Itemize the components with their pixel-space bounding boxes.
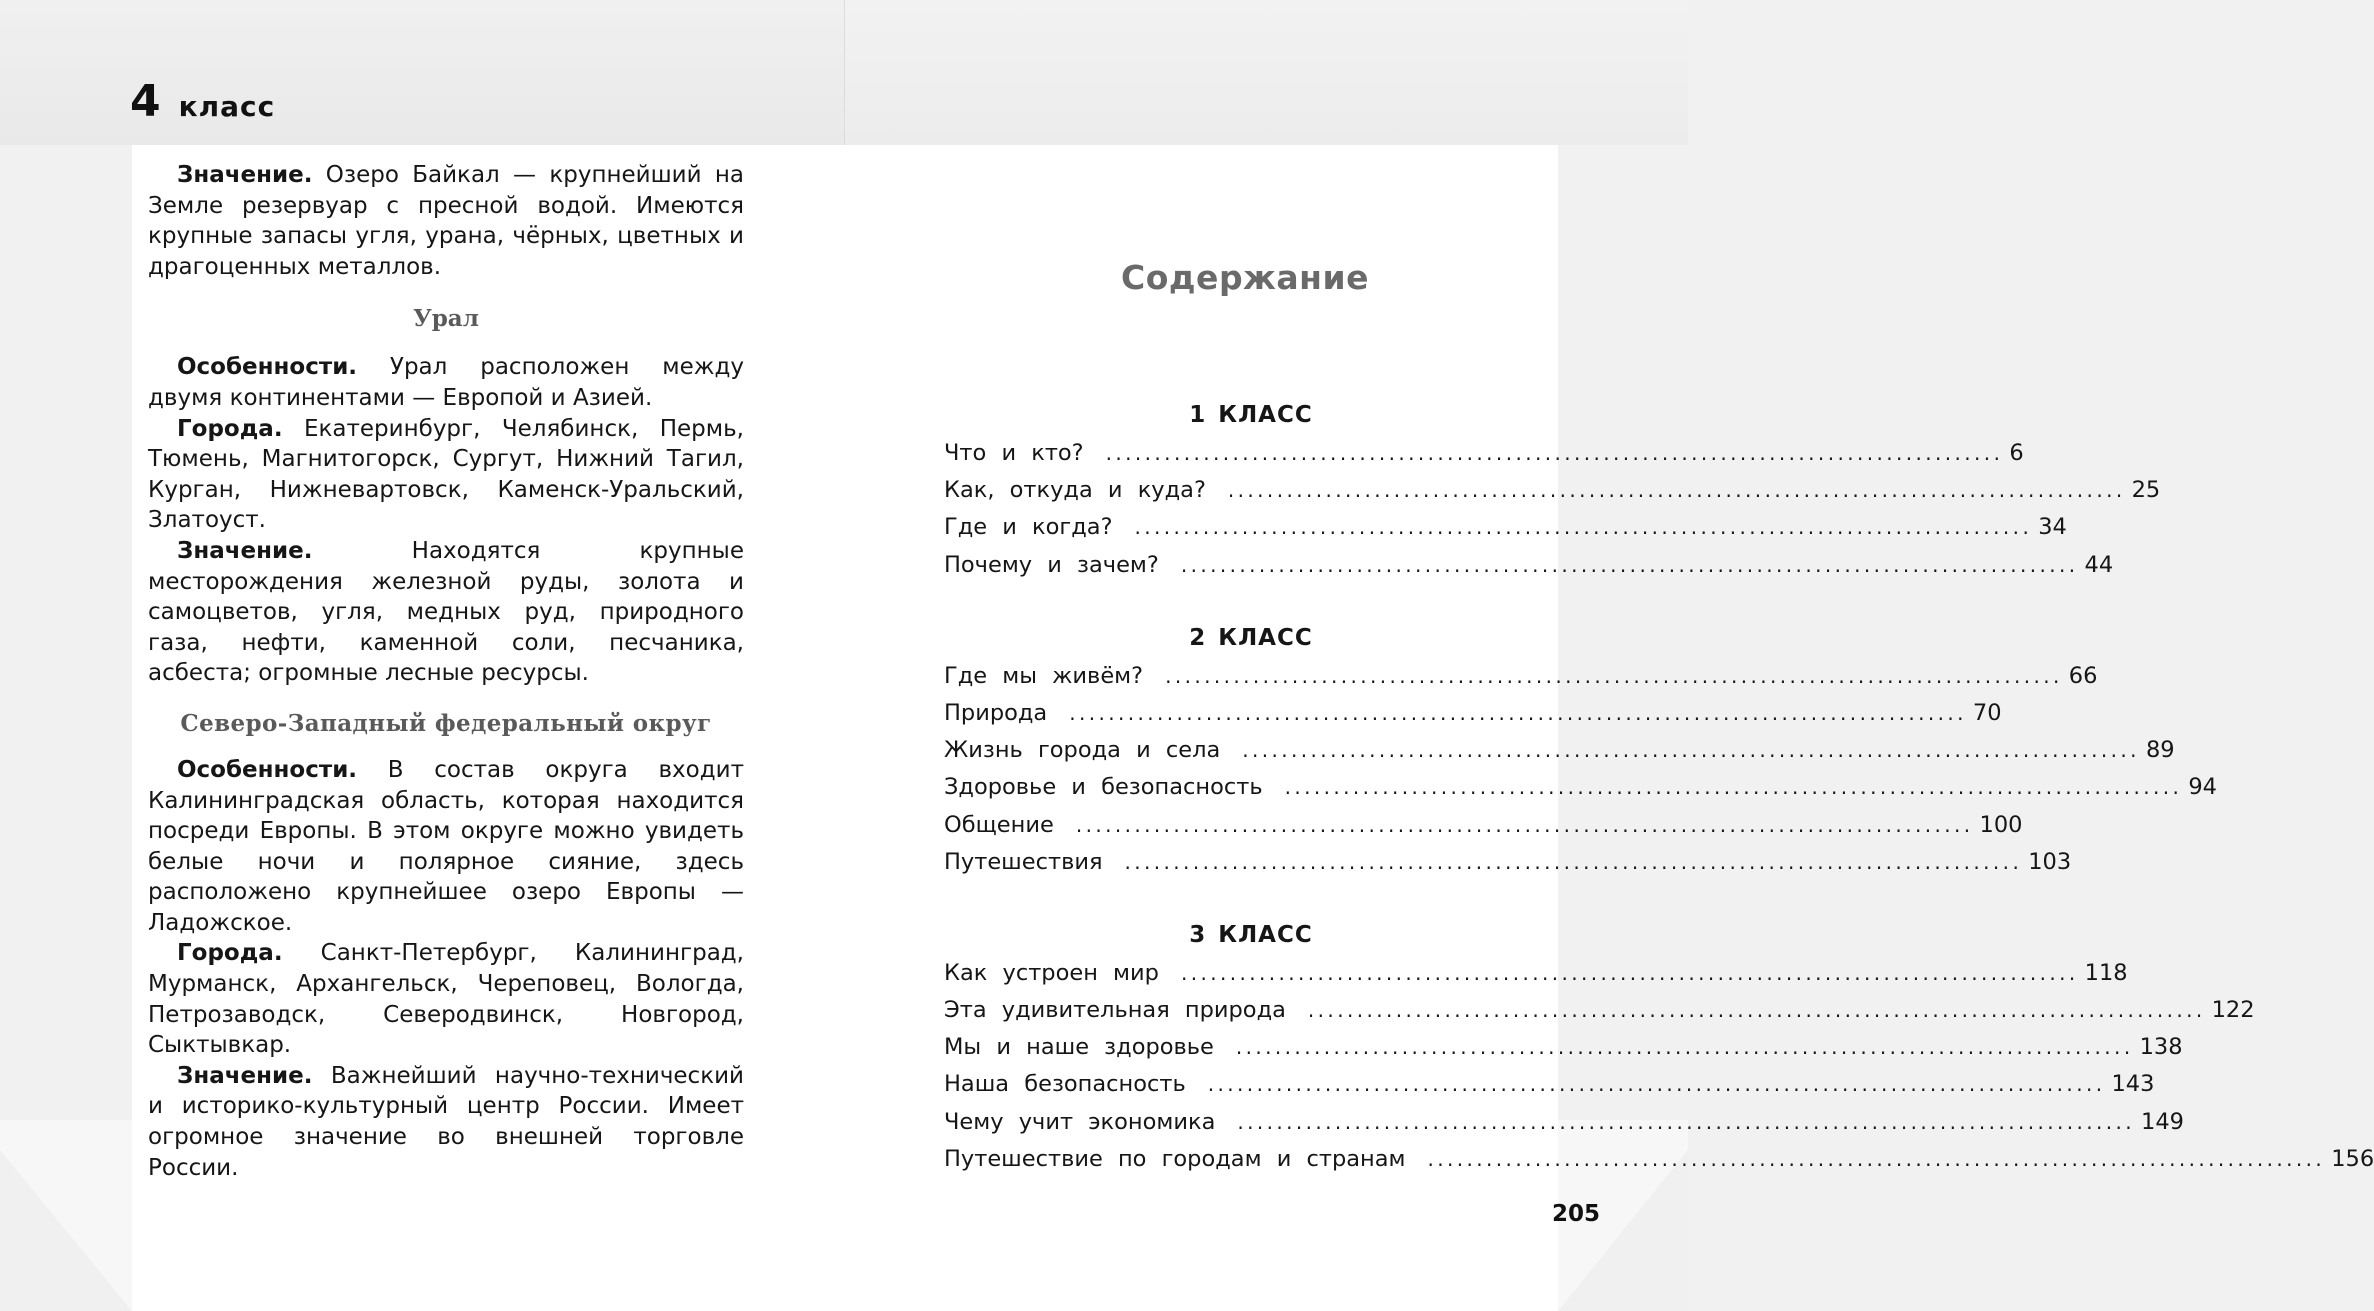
paragraph-text: Урал расположен между двумя континентами — Европой и Азией. — [148, 354, 744, 411]
dot-leader: ............................................................................................ — [1069, 700, 1967, 725]
toc-entry[interactable] — [944, 1141, 2374, 1178]
dot-leader: ............................................................................................ — [1237, 1109, 2136, 1134]
paragraph-label: Значение. — [177, 162, 313, 188]
paragraph-label: Особенности. — [177, 756, 358, 783]
paragraph-label: Особенности. — [177, 354, 358, 381]
toc-entry[interactable] — [944, 472, 2161, 509]
page-spine — [844, 0, 845, 145]
toc-entry-page: 103 — [2028, 848, 2072, 875]
toc-entry-title: Как, откуда и куда? — [944, 477, 1206, 504]
paragraph-intro — [148, 160, 744, 282]
dot-leader: ............................................................................................ — [1227, 478, 2126, 503]
section-gap — [944, 584, 1538, 618]
toc-entry-title: Путешествие по городам и странам — [944, 1145, 1406, 1172]
paragraph-text: Екатеринбург, Челябинск, Пермь, Тюмень, Магнитогорск, Сургут, Нижний Тагил, Курган, Нижневартовск, Каменск-Уральский, Златоуст. — [148, 415, 744, 534]
toc-entry[interactable] — [944, 1066, 2155, 1103]
dot-leader: ............................................................................................ — [1235, 1035, 2134, 1060]
paragraph-label: Значение. — [177, 1062, 313, 1089]
toc-entry-page: 138 — [2139, 1034, 2183, 1061]
toc-entry-page: 6 — [2009, 440, 2024, 466]
toc-entry-page: 143 — [2111, 1071, 2155, 1098]
toc-entry-page: 44 — [2084, 551, 2114, 578]
paragraph-ural-cities — [148, 414, 744, 536]
toc-section-heading — [944, 915, 1538, 955]
header-grade-word: класс — [178, 90, 276, 123]
toc-entry-title: Путешествия — [944, 848, 1103, 875]
toc-section-word: КЛАСС — [1218, 402, 1313, 428]
toc-entry[interactable] — [944, 547, 2114, 584]
toc-title: Содержание — [1121, 258, 1369, 297]
top-left-background — [0, 0, 845, 145]
toc-entry-title: Наша безопасность — [944, 1071, 1186, 1098]
top-right-background — [845, 0, 1688, 145]
toc-entry[interactable] — [944, 844, 2072, 881]
toc-section-number: 2 — [1189, 624, 1207, 651]
toc-entry-page: 94 — [2188, 774, 2217, 801]
toc-entry[interactable] — [944, 955, 2128, 992]
dot-leader: ............................................................................................ — [1307, 998, 2206, 1023]
paragraph-label: Города. — [177, 940, 283, 967]
paragraph-label: Значение. — [177, 537, 313, 564]
paragraph-text: Озеро Байкал — крупнейший на Земле резервуар с пресной водой. Имеются крупные запасы угля, урана, чёрных, цветных и драгоценных металлов. — [148, 162, 744, 280]
section-heading-northwest: Северо-Западный федеральный округ — [180, 709, 712, 737]
toc-entry-title: Общение — [944, 811, 1054, 838]
toc-entry-page: 70 — [1972, 699, 2002, 726]
header-grade-number: 4 — [130, 76, 161, 127]
toc-entry-title: Где мы живём? — [944, 662, 1144, 689]
toc-entry[interactable] — [944, 658, 2098, 695]
toc-section-heading — [944, 618, 1538, 658]
left-page-corner — [0, 1150, 132, 1311]
toc-section-heading — [944, 395, 1538, 435]
dot-leader: ............................................................................................ — [1207, 1072, 2106, 1097]
dot-leader: ............................................................................................ — [1180, 552, 2079, 577]
toc-entry-page: 122 — [2211, 997, 2255, 1024]
toc-entry[interactable] — [944, 1104, 2184, 1141]
paragraph-text: В состав округа входит Калининградская область, которая находится посреди Европы. В этом округе можно увидеть белые ночи и полярное сияние, здесь расположено крупнейшее озеро Европы — Ладожское. — [148, 756, 744, 936]
dot-leader: ............................................................................................ — [1284, 775, 2183, 800]
paragraph-northwest-significance — [148, 1061, 744, 1183]
toc-entry-title: Где и когда? — [944, 514, 1113, 541]
section-gap — [944, 881, 1538, 915]
paragraph-label: Города. — [177, 415, 283, 442]
toc-entry-title: Что и кто? — [944, 440, 1084, 466]
toc-entry-title: Мы и наше здоровье — [944, 1034, 1214, 1061]
toc-entry[interactable] — [944, 1029, 2183, 1066]
toc-entry[interactable] — [944, 695, 2002, 732]
paragraph-ural-features — [148, 352, 744, 413]
paragraph-text: Санкт-Петербург, Калининград, Мурманск, Архангельск, Череповец, Вологда, Петрозаводск, Северодвинск, Новгород, Сыктывкар. — [148, 940, 744, 1059]
dot-leader: ............................................................................................ — [1105, 441, 2004, 465]
toc-entry[interactable] — [944, 732, 2175, 769]
toc-section-number: 1 — [1189, 402, 1207, 428]
paragraph-northwest-cities — [148, 938, 744, 1060]
dot-leader: ............................................................................................ — [1427, 1146, 2326, 1171]
toc-entry-title: Жизнь города и села — [944, 737, 1221, 764]
page-number: 205 — [1552, 1201, 1601, 1227]
toc-entry-title: Здоровье и безопасность — [944, 774, 1263, 801]
toc-entry[interactable] — [944, 992, 2255, 1029]
toc-entry-title: Эта удивительная природа — [944, 997, 1286, 1024]
toc-entry-page: 89 — [2145, 737, 2175, 764]
paragraph-ural-significance — [148, 536, 744, 689]
toc-entry[interactable] — [944, 769, 2217, 806]
dot-leader: ............................................................................................ — [1075, 812, 1974, 837]
left-page-text — [148, 160, 744, 1183]
toc-entry-page: 66 — [2068, 662, 2098, 689]
section-heading-ural: Урал — [413, 305, 479, 333]
dot-leader: ............................................................................................ — [1242, 738, 2140, 763]
toc-entry-page: 156 — [2331, 1145, 2374, 1172]
paragraph-text: Важнейший научно-технический и историко-культурный центр России. Имеет огромное значение во внешней торговле России. — [148, 1062, 744, 1181]
toc-entry-title: Почему и зачем? — [944, 551, 1159, 578]
dot-leader: ............................................................................................ — [1124, 849, 2023, 874]
running-header — [130, 76, 275, 127]
toc-entry-page: 34 — [2038, 514, 2067, 541]
toc-entry[interactable] — [944, 435, 2024, 472]
table-of-contents — [944, 395, 2374, 1178]
toc-entry-page: 118 — [2084, 959, 2128, 986]
toc-section-word: КЛАСС — [1218, 921, 1313, 948]
toc-section-word: КЛАСС — [1218, 624, 1313, 651]
toc-entry-title: Как устроен мир — [944, 959, 1159, 986]
dot-leader: ............................................................................................ — [1165, 663, 2063, 688]
toc-entry[interactable] — [944, 807, 2023, 844]
paragraph-text: Находятся крупные месторождения железной руды, золота и самоцветов, угля, медных руд, природного газа, нефти, каменной соли, песчаника, асбеста; огромные лесные ресурсы. — [148, 537, 744, 687]
toc-entry-page: 100 — [1979, 811, 2023, 838]
toc-entry-page: 25 — [2131, 477, 2161, 504]
dot-leader: ............................................................................................ — [1134, 515, 2033, 540]
toc-entry[interactable] — [944, 509, 2067, 546]
paragraph-northwest-features — [148, 755, 744, 939]
toc-entry-title: Чему учит экономика — [944, 1108, 1216, 1135]
toc-section-number: 3 — [1189, 921, 1207, 948]
dot-leader: ............................................................................................ — [1180, 960, 2079, 985]
toc-entry-title: Природа — [944, 699, 1048, 726]
toc-entry-page: 149 — [2141, 1108, 2184, 1135]
